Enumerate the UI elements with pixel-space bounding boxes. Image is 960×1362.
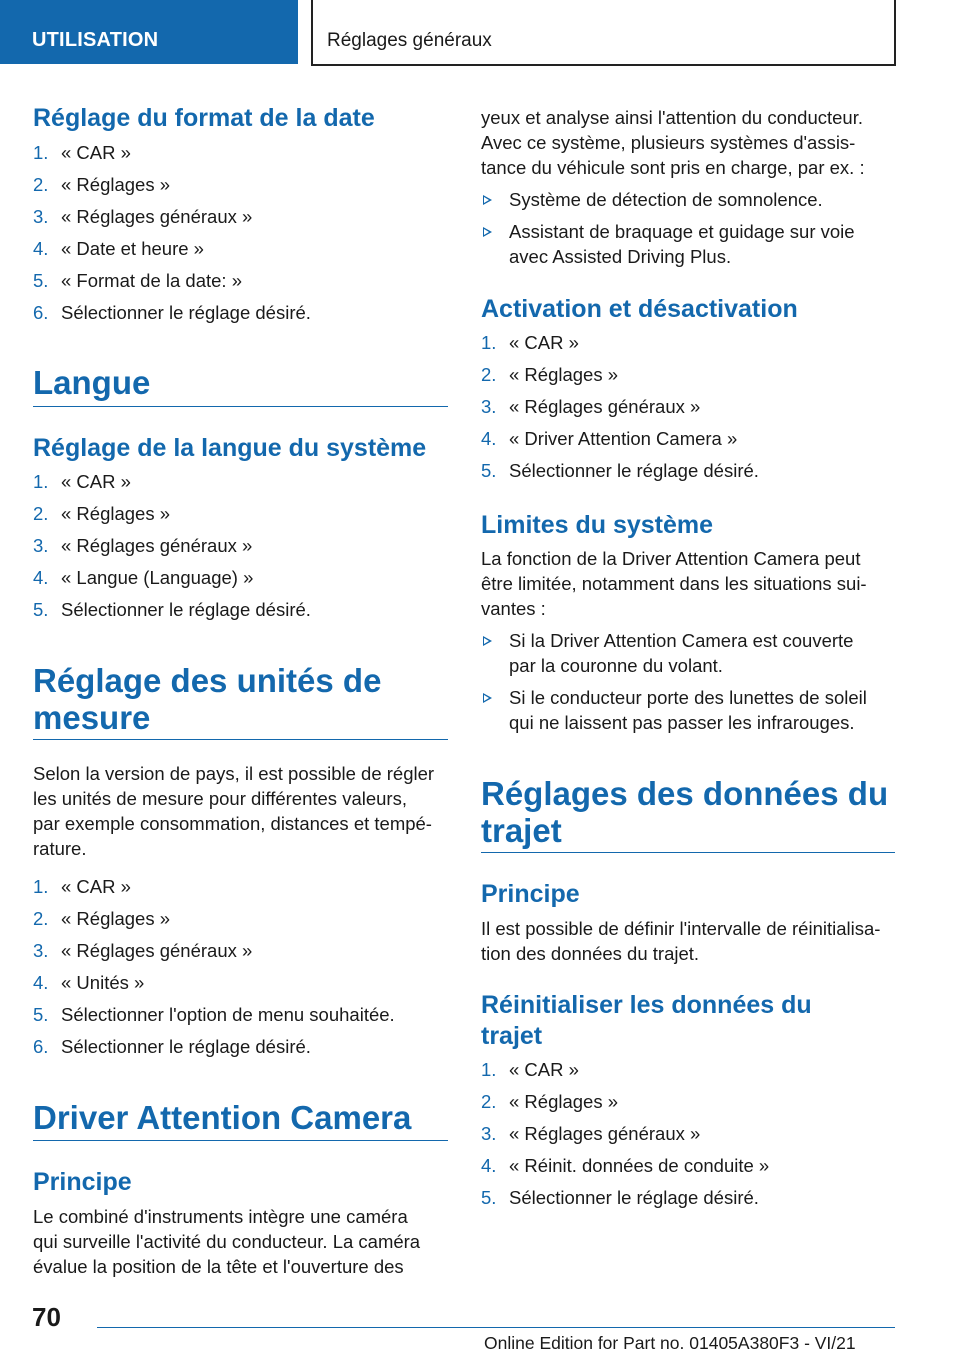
- step-number: 2.: [33, 908, 49, 929]
- heading-trip-line2: trajet: [481, 812, 562, 849]
- list-item: [33, 562, 311, 594]
- list-item: [33, 903, 395, 935]
- heading-system-limits: Limites du système: [481, 511, 714, 539]
- paragraph-trip: [481, 916, 880, 966]
- text-line: Le combiné d'instruments intègre une caméra: [33, 1206, 408, 1227]
- bullet-text-line: Système de détection de somnolence.: [509, 189, 823, 210]
- text-line: tion des données du trajet.: [481, 943, 700, 964]
- text-line: tance du véhicule sont pris en charge, par ex. :: [481, 157, 865, 178]
- page-number: 70: [32, 1302, 61, 1332]
- list-item: [481, 327, 759, 359]
- list-item: [33, 233, 311, 265]
- step-number: 1.: [33, 876, 49, 897]
- bullets-limits: [481, 628, 867, 742]
- list-item: [481, 359, 759, 391]
- section-tab: [0, 0, 298, 64]
- step-text: Sélectionner l'option de menu souhaitée.: [61, 1004, 395, 1025]
- heading-activation: Activation et désactivation: [481, 295, 798, 323]
- step-number: 5.: [481, 1187, 497, 1208]
- text-line: par exemple consommation, distances et tempé-: [33, 813, 432, 834]
- list-item: [481, 391, 759, 423]
- text-line: les unités de mesure pour différentes valeurs,: [33, 788, 407, 809]
- step-text: « Réglages généraux »: [509, 1123, 701, 1144]
- bullet-item: [481, 628, 867, 678]
- chapter-box: [311, 0, 896, 66]
- text-line: évalue la position de la tête et l'ouverture des: [33, 1256, 404, 1277]
- bullet-item: [481, 685, 867, 735]
- heading-driver-attention-camera: Driver Attention Camera: [33, 1099, 412, 1136]
- step-text: Sélectionner le réglage désiré.: [509, 1187, 759, 1208]
- step-text: « Réglages généraux »: [61, 940, 253, 961]
- heading-trip-line1: Réglages des données du: [481, 775, 889, 812]
- step-text: « Langue (Language) »: [61, 567, 254, 588]
- heading-langue: Langue: [33, 364, 151, 401]
- edition-text: Online Edition for Part no. 01405A380F3 - VI/21: [484, 1333, 856, 1353]
- section-rule: [481, 852, 895, 853]
- list-item: [33, 871, 395, 903]
- step-text: « Réglages »: [61, 174, 171, 195]
- list-item: [481, 1086, 769, 1118]
- text-line: Il est possible de définir l'intervalle de réinitialisa-: [481, 918, 881, 939]
- list-item: [481, 423, 759, 455]
- step-text: « Réglages »: [61, 908, 171, 929]
- heading-reset-line2: trajet: [481, 1022, 543, 1050]
- step-text: « Unités »: [61, 972, 145, 993]
- list-activation: [481, 327, 759, 487]
- heading-principle-trip: Principe: [481, 880, 580, 908]
- triangle-bullet-icon: [483, 195, 492, 205]
- triangle-bullet-icon: [483, 693, 492, 703]
- list-reset-trip: [481, 1054, 769, 1214]
- step-text: « CAR »: [61, 471, 131, 492]
- heading-system-language: Réglage de la langue du système: [33, 434, 427, 462]
- triangle-bullet-icon: [483, 636, 492, 646]
- step-text: « Réglages généraux »: [61, 206, 253, 227]
- step-number: 6.: [33, 1036, 49, 1057]
- section-rule: [33, 739, 448, 740]
- list-item: [33, 999, 395, 1031]
- list-item: [33, 967, 395, 999]
- list-item: [481, 455, 759, 487]
- list-system-language: [33, 466, 311, 626]
- section-title: UTILISATION: [32, 29, 159, 51]
- bullets-dac-systems: [481, 187, 855, 276]
- bullet-text-line: Si la Driver Attention Camera est couverte: [509, 630, 854, 651]
- text-line: rature.: [33, 838, 87, 859]
- step-text: Sélectionner le réglage désiré.: [61, 302, 311, 323]
- text-line: vantes :: [481, 598, 546, 619]
- list-item: [33, 594, 311, 626]
- step-number: 2.: [481, 364, 497, 385]
- text-line: yeux et analyse ainsi l'attention du conducteur.: [481, 107, 864, 128]
- bullet-text-line: par la couronne du volant.: [509, 655, 723, 676]
- list-units: [33, 871, 395, 1063]
- text-line: qui surveille l'activité du conducteur. La caméra: [33, 1231, 421, 1252]
- step-text: « Réglages généraux »: [509, 396, 701, 417]
- footer-rule: [97, 1327, 895, 1328]
- list-item: [481, 1182, 769, 1214]
- step-number: 1.: [481, 1059, 497, 1080]
- step-number: 5.: [33, 270, 49, 291]
- list-item: [33, 265, 311, 297]
- heading-date-format: Réglage du format de la date: [33, 104, 375, 132]
- step-number: 1.: [33, 142, 49, 163]
- step-number: 1.: [33, 471, 49, 492]
- list-item: [33, 201, 311, 233]
- list-date-format: [33, 137, 311, 329]
- step-text: « Réglages généraux »: [61, 535, 253, 556]
- step-number: 3.: [481, 396, 497, 417]
- list-item: [33, 935, 395, 967]
- list-item: [33, 498, 311, 530]
- step-text: Sélectionner le réglage désiré.: [61, 599, 311, 620]
- bullet-text-line: avec Assisted Driving Plus.: [509, 246, 732, 267]
- list-item: [33, 466, 311, 498]
- list-item: [33, 137, 311, 169]
- section-rule: [33, 406, 448, 407]
- step-number: 5.: [33, 599, 49, 620]
- paragraph-units: [33, 761, 434, 861]
- bullet-item: [481, 187, 855, 212]
- paragraph-limits: [481, 546, 867, 621]
- step-text: « CAR »: [509, 1059, 579, 1080]
- step-text: « Réglages »: [509, 364, 619, 385]
- step-text: « CAR »: [509, 332, 579, 353]
- heading-trip-data: [481, 775, 888, 849]
- step-number: 4.: [481, 428, 497, 449]
- list-item: [33, 297, 311, 329]
- list-item: [33, 1031, 395, 1063]
- chapter-title: Réglages généraux: [327, 30, 492, 51]
- bullet-text-line: Assistant de braquage et guidage sur voie: [509, 221, 855, 242]
- step-number: 4.: [481, 1155, 497, 1176]
- step-number: 3.: [33, 940, 49, 961]
- bullet-text-line: qui ne laissent pas passer les infrarouges.: [509, 712, 855, 733]
- step-text: « Réinit. données de conduite »: [509, 1155, 770, 1176]
- step-number: 1.: [481, 332, 497, 353]
- step-number: 5.: [481, 460, 497, 481]
- paragraph-dac-continued: [481, 105, 865, 180]
- heading-units: [33, 662, 381, 736]
- step-text: « Driver Attention Camera »: [509, 428, 738, 449]
- step-number: 2.: [481, 1091, 497, 1112]
- step-text: Sélectionner le réglage désiré.: [61, 1036, 311, 1057]
- step-number: 4.: [33, 567, 49, 588]
- bullet-item: [481, 219, 855, 269]
- step-text: « CAR »: [61, 142, 131, 163]
- list-item: [481, 1118, 769, 1150]
- step-number: 3.: [33, 535, 49, 556]
- step-number: 2.: [33, 174, 49, 195]
- heading-units-line2: mesure: [33, 699, 151, 736]
- step-number: 5.: [33, 1004, 49, 1025]
- step-text: « Réglages »: [61, 503, 171, 524]
- list-item: [33, 169, 311, 201]
- text-line: La fonction de la Driver Attention Camera peut: [481, 548, 861, 569]
- step-text: « Date et heure »: [61, 238, 204, 259]
- step-text: « Format de la date: »: [61, 270, 242, 291]
- heading-principle-dac: Principe: [33, 1168, 132, 1196]
- step-number: 3.: [481, 1123, 497, 1144]
- heading-reset-trip: [481, 990, 812, 1052]
- list-item: [481, 1150, 769, 1182]
- list-item: [481, 1054, 769, 1086]
- step-text: « Réglages »: [509, 1091, 619, 1112]
- list-item: [33, 530, 311, 562]
- heading-reset-line1: Réinitialiser les données du: [481, 991, 812, 1019]
- step-number: 4.: [33, 972, 49, 993]
- step-number: 6.: [33, 302, 49, 323]
- step-number: 3.: [33, 206, 49, 227]
- triangle-bullet-icon: [483, 227, 492, 237]
- text-line: Avec ce système, plusieurs systèmes d'assis-: [481, 132, 856, 153]
- heading-units-line1: Réglage des unités de: [33, 662, 382, 699]
- paragraph-dac: [33, 1204, 420, 1279]
- step-number: 4.: [33, 238, 49, 259]
- section-rule: [33, 1140, 448, 1141]
- text-line: être limitée, notamment dans les situations sui-: [481, 573, 867, 594]
- bullet-text-line: Si le conducteur porte des lunettes de soleil: [509, 687, 867, 708]
- step-text: « CAR »: [61, 876, 131, 897]
- step-text: Sélectionner le réglage désiré.: [509, 460, 759, 481]
- text-line: Selon la version de pays, il est possible de régler: [33, 763, 435, 784]
- step-number: 2.: [33, 503, 49, 524]
